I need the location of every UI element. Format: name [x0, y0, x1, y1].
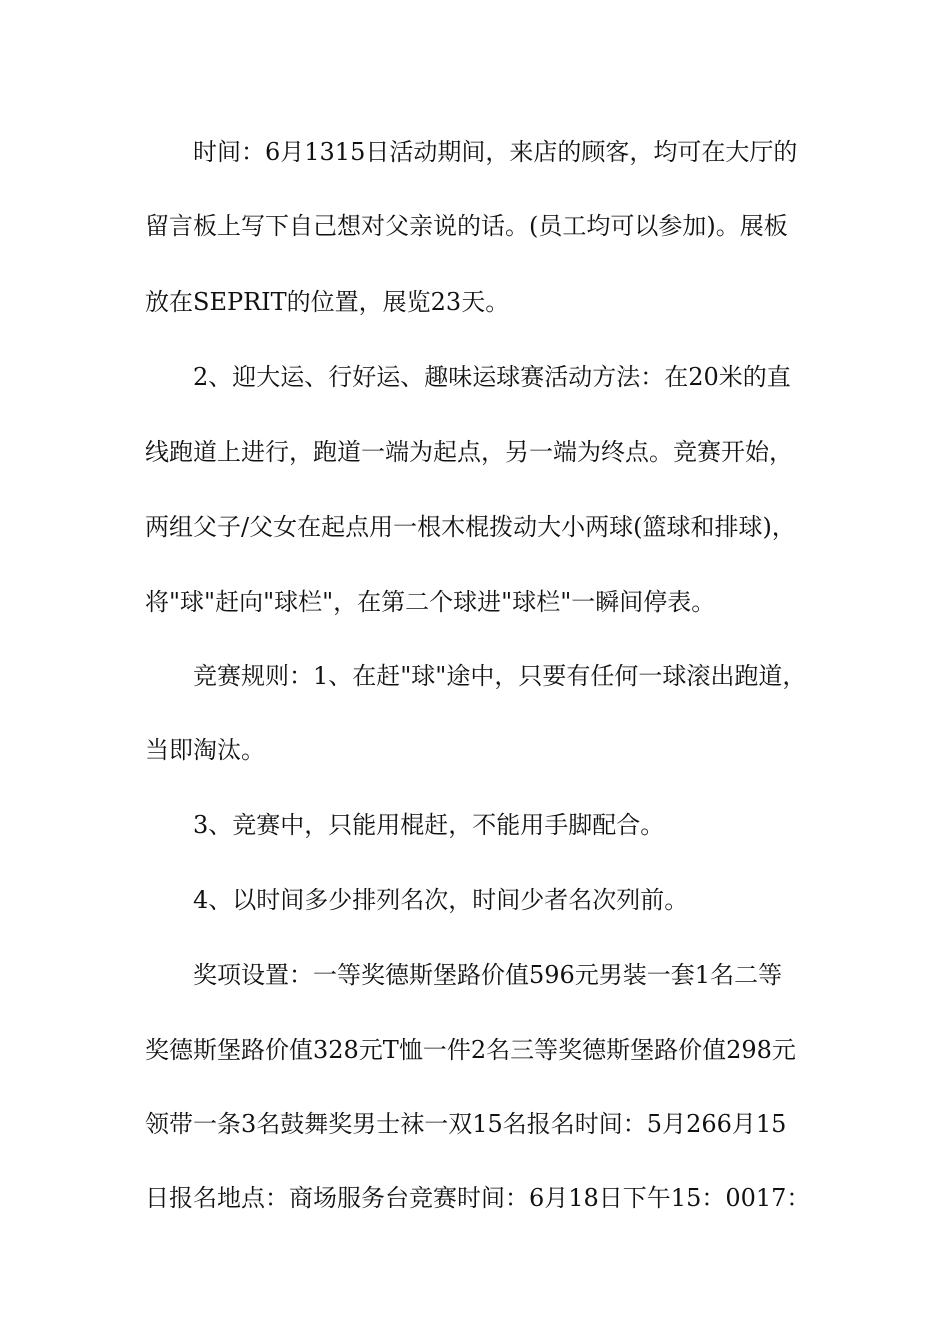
paragraph-line: 时间：6月1315日活动期间，来店的顾客，均可在大厅的: [193, 138, 798, 166]
paragraph-line: 4、以时间多少排列名次，时间少者名次列前。: [193, 886, 689, 914]
paragraph-line: 两组父子/父女在起点用一根木棍拨动大小两球(篮球和排球)，: [145, 513, 796, 541]
paragraph-line: 2、迎大运、行好运、趣味运球赛活动方法：在20米的直: [193, 363, 791, 391]
paragraph-line: 奖项设置：一等奖德斯堡路价值596元男装一套1名二等: [193, 961, 783, 989]
paragraph-line: 留言板上写下自己想对父亲说的话。(员工均可以参加)。展板: [145, 212, 788, 240]
paragraph-line: 将"球"赶向"球栏"，在第二个球进"球栏"一瞬间停表。: [145, 588, 716, 616]
paragraph-line: 竞赛规则：1、在赶"球"途中，只要有任何一球滚出跑道，: [193, 662, 807, 690]
paragraph-line: 领带一条3名鼓舞奖男士袜一双15名报名时间：5月266月15: [145, 1110, 787, 1138]
paragraph-line: 当即淘汰。: [145, 736, 265, 764]
paragraph-line: 放在SEPRIT的位置，展览23天。: [145, 288, 510, 316]
paragraph-line: 日报名地点：商场服务台竞赛时间：6月18日下午15：0017：: [145, 1184, 810, 1212]
paragraph-line: 奖德斯堡路价值328元T恤一件2名三等奖德斯堡路价值298元: [145, 1036, 796, 1064]
paragraph-line: 线跑道上进行，跑道一端为起点，另一端为终点。竞赛开始，: [145, 438, 793, 466]
paragraph-line: 3、竞赛中，只能用棍赶，不能用手脚配合。: [193, 811, 665, 839]
